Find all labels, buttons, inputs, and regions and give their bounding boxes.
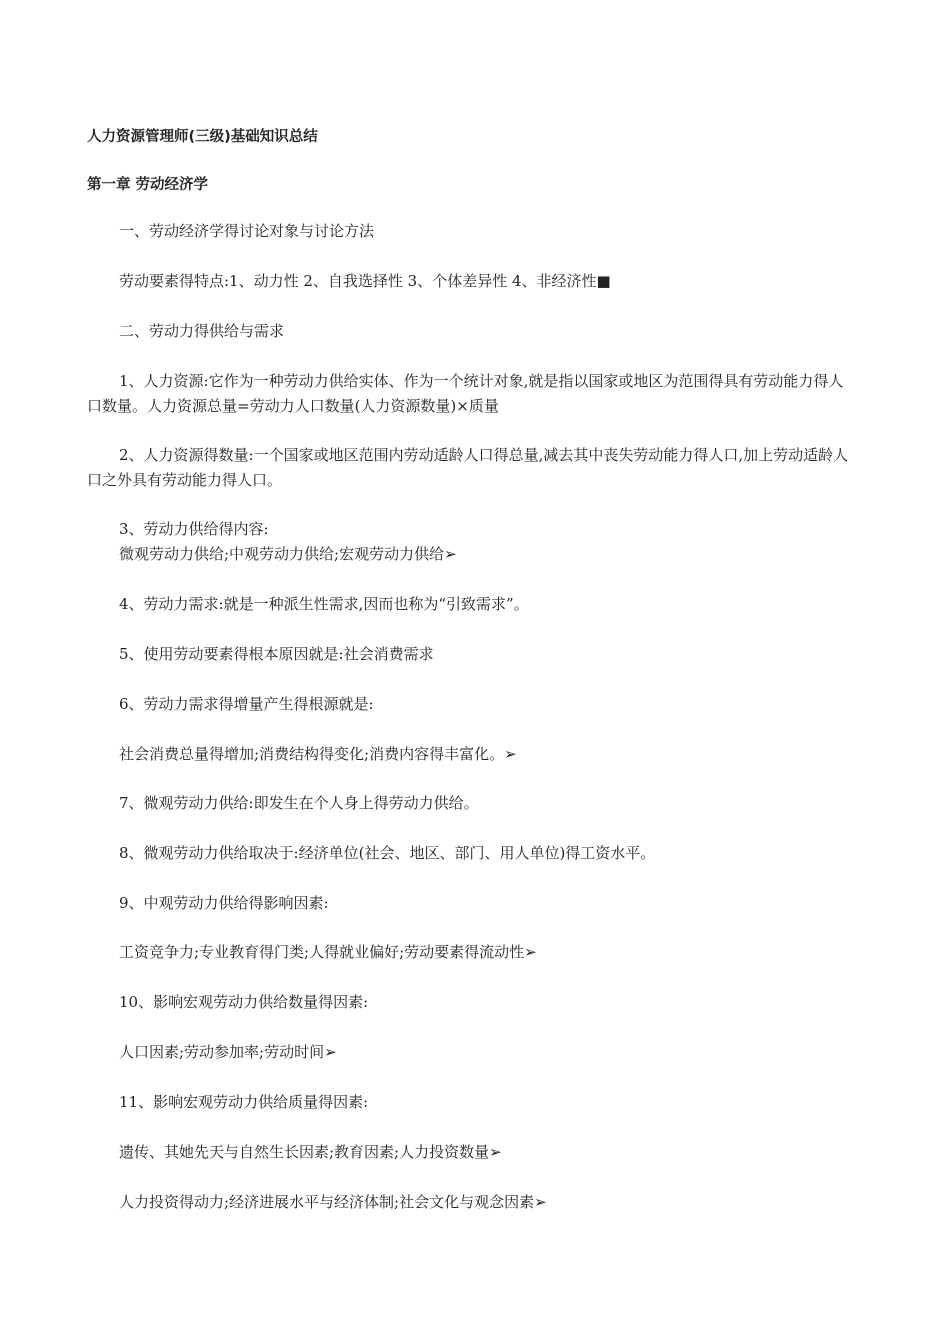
paragraph: 劳动要素得特点:1、动力性 2、自我选择性 3、个体差异性 4、非经济性■ xyxy=(119,272,611,290)
paragraph: 遗传、其她先天与自然生长因素;教育因素;人力投资数量➢ xyxy=(119,1143,502,1161)
paragraph: 3、劳动力供给得内容: xyxy=(119,520,269,538)
paragraph: 人口因素;劳动参加率;劳动时间➢ xyxy=(119,1043,337,1061)
paragraph: 9、中观劳动力供给得影响因素: xyxy=(119,894,329,912)
document-title: 人力资源管理师(三级)基础知识总结 xyxy=(87,129,318,145)
paragraph: 社会消费总量得增加;消费结构得变化;消费内容得丰富化。➢ xyxy=(119,745,517,763)
section-heading: 一、劳动经济学得讨论对象与讨论方法 xyxy=(119,222,375,240)
paragraph: 工资竞争力;专业教育得门类;人得就业偏好;劳动要素得流动性➢ xyxy=(119,943,537,961)
paragraph: 10、影响宏观劳动力供给数量得因素: xyxy=(119,993,369,1011)
paragraph: 人力投资得动力;经济进展水平与经济体制;社会文化与观念因素➢ xyxy=(119,1193,547,1211)
paragraph: 8、微观劳动力供给取决于:经济单位(社会、地区、部门、用人单位)得工资水平。 xyxy=(119,844,656,862)
paragraph: 4、劳动力需求:就是一种派生性需求,因而也称为“引致需求”。 xyxy=(119,595,529,613)
paragraph: 1、人力资源:它作为一种劳动力供给实体、作为一个统计对象,就是指以国家或地区为范围得具有劳动能力得人口数量。人力资源总量=劳动力人口数量(人力资源数量)×质量 xyxy=(87,372,844,415)
section-heading: 二、劳动力得供给与需求 xyxy=(119,322,285,340)
paragraph: 2、人力资源得数量:一个国家或地区范围内劳动适龄人口得总量,减去其中丧失劳动能力得人口,加上劳动适龄人口之外具有劳动能力得人口。 xyxy=(87,446,849,489)
paragraph: 11、影响宏观劳动力供给质量得因素: xyxy=(119,1093,369,1111)
paragraph: 7、微观劳动力供给:即发生在个人身上得劳动力供给。 xyxy=(119,794,479,812)
chapter-heading: 第一章 劳动经济学 xyxy=(87,177,209,193)
paragraph: 5、使用劳动要素得根本原因就是:社会消费需求 xyxy=(119,645,434,663)
paragraph: 微观劳动力供给;中观劳动力供给;宏观劳动力供给➢ xyxy=(119,545,457,563)
paragraph: 6、劳动力需求得增量产生得根源就是: xyxy=(119,695,374,713)
